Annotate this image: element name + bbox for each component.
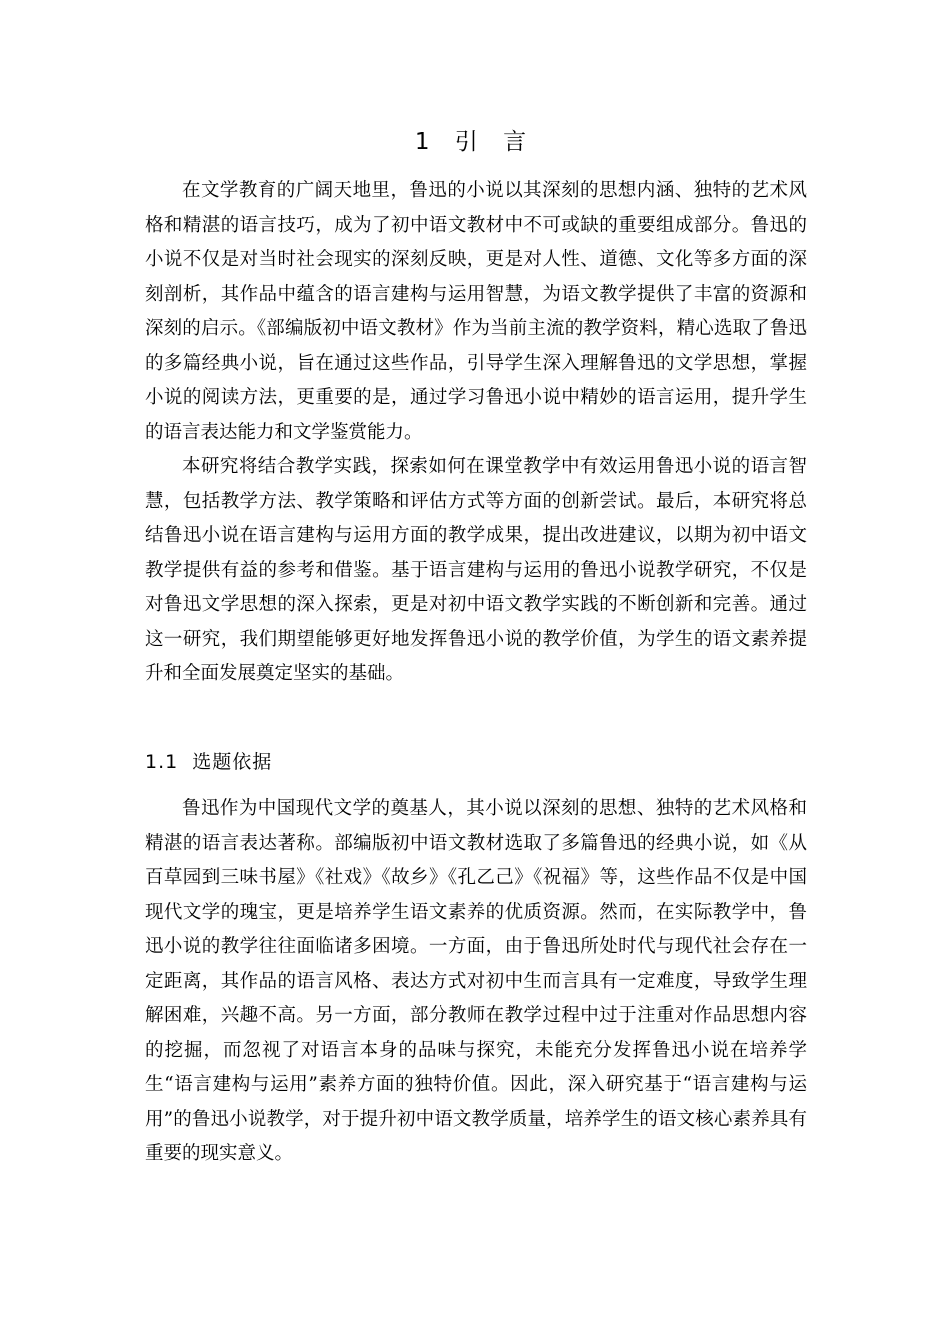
chapter-title: 1 引 言 <box>414 129 536 155</box>
section-body <box>145 792 807 1172</box>
intro-body <box>145 174 807 692</box>
section-number: 1.1 <box>145 751 179 773</box>
paragraph: 在文学教育的广阔天地里，鲁迅的小说以其深刻的思想内涵、独特的艺术风格和精湛的语言技巧，成为了初中语文教材中不可或缺的重要组成部分。鲁迅的小说不仅是对当时社会现实的深刻反映，更是对人性、道德、文化等多方面的深刻剖析，其作品中蕴含的语言建构与运用智慧，为语文教学提供了丰富的资源和深刻的启示。《部编版初中语文教材》作为当前主流的教学资料，精心选取了鲁迅的多篇经典小说，旨在通过这些作品，引导学生深入理解鲁迅的文学思想，掌握小说的阅读方法，更重要的是，通过学习鲁迅小说中精妙的语言运用，提升学生的语言表达能力和文学鉴赏能力。 <box>145 180 807 443</box>
section-title: 选题依据 <box>192 751 273 773</box>
section-heading <box>145 746 272 778</box>
paragraph: 鲁迅作为中国现代文学的奠基人，其小说以深刻的思想、独特的艺术风格和精湛的语言表达著称。部编版初中语文教材选取了多篇鲁迅的经典小说，如《从百草园到三味书屋》《社戏》《故乡》《孔乙己》《祝福》等，这些作品不仅是中国现代文学的瑰宝，更是培养学生语文素养的优质资源。然而，在实际教学中，鲁迅小说的教学往往面临诸多困境。一方面，由于鲁迅所处时代与现代社会存在一定距离，其作品的语言风格、表达方式对初中生而言具有一定难度，导致学生理解困难，兴趣不高。另一方面，部分教师在教学过程中过于注重对作品思想内容的挖掘，而忽视了对语言本身的品味与探究，未能充分发挥鲁迅小说在培养学生“语言建构与运用”素养方面的独特价值。因此，深入研究基于“语言建构与运用”的鲁迅小说教学，对于提升初中语文教学质量，培养学生的语文核心素养具有重要的现实意义。 <box>145 798 807 1164</box>
paragraph: 本研究将结合教学实践，探索如何在课堂教学中有效运用鲁迅小说的语言智慧，包括教学方法、教学策略和评估方式等方面的创新尝试。最后，本研究将总结鲁迅小说在语言建构与运用方面的教学成果，提出改进建议，以期为初中语文教学提供有益的参考和借鉴。基于语言建构与运用的鲁迅小说教学研究，不仅是对鲁迅文学思想的深入探索，更是对初中语文教学实践的不断创新和完善。通过这一研究，我们期望能够更好地发挥鲁迅小说的教学价值，为学生的语文素养提升和全面发展奠定坚实的基础。 <box>145 456 807 684</box>
